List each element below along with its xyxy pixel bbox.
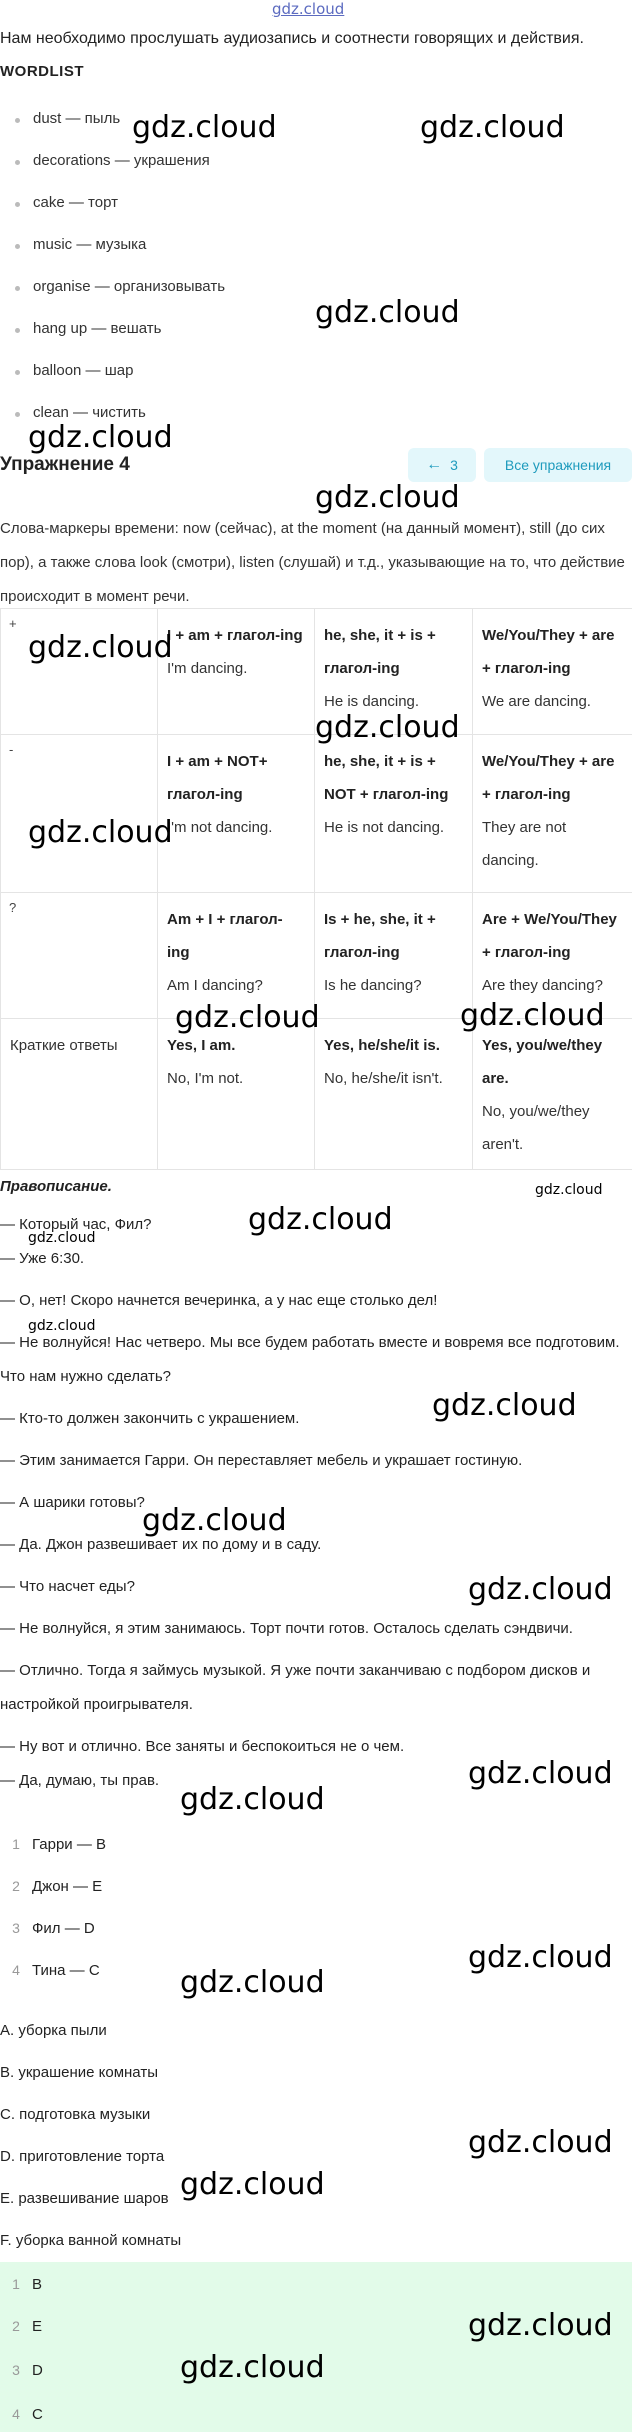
dialog-line: — Который час, Фил? xyxy=(0,1216,152,1233)
list-item xyxy=(0,1962,106,2004)
list-item xyxy=(0,1836,106,1878)
options-list xyxy=(0,2022,181,2274)
prev-exercise-button[interactable] xyxy=(408,448,476,482)
dialog-line: — Не волнуйся! Нас четверо. Мы все будем работать вместе и вовремя все подготовим. Что нам нужно сделать? xyxy=(0,1334,620,1385)
dialog-line: — Этим занимается Гарри. Он переставляет мебель и украшает гостиную. xyxy=(0,1452,523,1469)
watermark: gdz.cloud xyxy=(468,2125,613,2160)
item-number: 1 xyxy=(12,2276,20,2292)
item-number: 2 xyxy=(12,2318,20,2334)
watermark: gdz.cloud xyxy=(432,1388,577,1423)
watermark: gdz.cloud xyxy=(180,1965,325,2000)
intro-text: Нам необходимо прослушать аудиозапись и соотнести говорящих и действия. xyxy=(0,30,584,47)
watermark: gdz.cloud xyxy=(468,1940,613,1975)
wordlist xyxy=(0,108,420,444)
option-item: A. уборка пыли xyxy=(0,2022,107,2039)
dialog-transcript xyxy=(0,1208,632,1798)
watermark: gdz.cloud xyxy=(315,480,460,515)
watermark: gdz.cloud xyxy=(315,710,460,745)
answer-row xyxy=(0,2276,42,2293)
table-cell xyxy=(158,1019,315,1170)
answer-row xyxy=(0,2318,42,2335)
table-cell xyxy=(473,609,632,735)
cell-rule: We/You/They + are + глагол-ing xyxy=(482,627,615,677)
watermark: gdz.cloud xyxy=(132,110,277,145)
watermark: gdz.cloud xyxy=(420,110,565,145)
table-cell xyxy=(158,609,315,735)
all-exercises-label: Все упражнения xyxy=(504,457,612,473)
exercise-title: Упражнение 4 xyxy=(0,454,130,475)
cell-rule: I + am + NOT+ глагол-ing xyxy=(167,753,268,803)
dialog-line: — Что насчет еды? xyxy=(0,1578,135,1595)
cell-example: He is not dancing. xyxy=(324,819,445,836)
cell-example: I'm dancing. xyxy=(167,660,248,677)
list-item xyxy=(0,1878,106,1920)
watermark: gdz.cloud xyxy=(175,1000,320,1035)
list-item: clean — чистить xyxy=(0,402,420,444)
watermark: gdz.cloud xyxy=(142,1503,287,1538)
list-item: dust — пыль xyxy=(0,108,420,150)
row-label: Краткие ответы xyxy=(1,1019,158,1170)
watermark: gdz.cloud xyxy=(28,1318,96,1334)
answer-value: C xyxy=(32,2406,43,2423)
watermark: gdz.cloud xyxy=(28,1230,96,1246)
dialog-line: — Кто-то должен закончить с украшением. xyxy=(0,1410,300,1427)
dialog-line: — Уже 6:30. xyxy=(0,1250,85,1267)
cell-rule: Are + We/You/They + глагол-ing xyxy=(482,911,617,961)
item-number: 3 xyxy=(12,1920,20,1936)
dialog-line: — Да, думаю, ты прав. xyxy=(0,1772,160,1789)
list-item: cake — торт xyxy=(0,192,420,234)
list-item: organise — организовывать xyxy=(0,276,420,318)
cell-example: No, he/she/it isn't. xyxy=(324,1070,443,1087)
answer-value: E xyxy=(32,2318,43,2335)
table-cell xyxy=(473,1019,632,1170)
cell-example: They are not dancing. xyxy=(482,819,567,869)
arrow-left-icon: ← xyxy=(426,456,443,473)
dialog-line: — Да. Джон развешивает их по дому и в саду. xyxy=(0,1536,322,1553)
cell-rule: Yes, you/we/they are. xyxy=(482,1037,603,1087)
item-number: 1 xyxy=(12,1836,20,1852)
spelling-label: Правописание. xyxy=(0,1178,112,1195)
cell-example: Am I dancing? xyxy=(167,977,263,994)
table-cell xyxy=(315,1019,473,1170)
list-item: music — музыка xyxy=(0,234,420,276)
watermark: gdz.cloud xyxy=(315,295,460,330)
table-row xyxy=(1,735,632,893)
cell-example: No, I'm not. xyxy=(167,1070,244,1087)
cell-example: Is he dancing? xyxy=(324,977,422,994)
item-number: 4 xyxy=(12,2406,20,2422)
dialog-line: — О, нет! Скоро начнется вечеринка, а у нас еще столько дел! xyxy=(0,1292,438,1309)
item-number: 2 xyxy=(12,1878,20,1894)
cell-rule: We/You/They + are + глагол-ing xyxy=(482,753,615,803)
cell-rule: Am + I + глагол-ing xyxy=(167,911,283,961)
answer-row xyxy=(0,2362,43,2379)
answer-value: B xyxy=(32,2276,43,2293)
cell-example: No, you/we/they aren't. xyxy=(482,1103,590,1153)
watermark: gdz.cloud xyxy=(468,1572,613,1607)
list-item: hang up — вешать xyxy=(0,318,420,360)
time-markers-text: Слова-маркеры времени: now (сейчас), at the moment (на данный момент), still (до сих пор), а также слова look (смотри), listen (слушай) и т.д., указывающие на то, что действие происходит в момент речи. xyxy=(0,520,625,605)
list-item: decorations — украшения xyxy=(0,150,420,192)
cell-rule: he, she, it + is + NOT + глагол-ing xyxy=(324,753,449,803)
dialog-line: — А шарики готовы? xyxy=(0,1494,145,1511)
watermark: gdz.cloud xyxy=(180,1782,325,1817)
watermark: gdz.cloud xyxy=(468,1756,613,1791)
answer-value: D xyxy=(32,2362,43,2379)
wordlist-title: WORDLIST xyxy=(0,63,84,80)
watermark: gdz.cloud xyxy=(180,2167,325,2202)
table-cell xyxy=(473,735,632,893)
watermark: gdz.cloud xyxy=(28,815,173,850)
cell-example: We are dancing. xyxy=(482,693,591,710)
cell-rule: Yes, I am. xyxy=(167,1037,236,1054)
all-exercises-button[interactable] xyxy=(484,448,632,482)
list-item xyxy=(0,1920,106,1962)
site-watermark-link[interactable]: gdz.cloud xyxy=(272,0,345,18)
cell-rule: Yes, he/she/it is. xyxy=(324,1037,440,1054)
dialog-line: — Не волнуйся, я этим занимаюсь. Торт почти готов. Осталось сделать сэндвичи. xyxy=(0,1620,573,1637)
table-cell xyxy=(315,893,473,1019)
watermark: gdz.cloud xyxy=(535,1182,603,1198)
watermark: gdz.cloud xyxy=(28,630,173,665)
prev-exercise-label: 3 xyxy=(450,457,458,473)
item-number: 3 xyxy=(12,2362,20,2378)
option-item: B. украшение комнаты xyxy=(0,2064,158,2081)
option-item: F. уборка ванной комнаты xyxy=(0,2232,182,2249)
item-text: Фил — D xyxy=(32,1920,95,1937)
item-text: Джон — E xyxy=(32,1878,103,1895)
cell-rule: he, she, it + is + глагол-ing xyxy=(324,627,436,677)
table-cell xyxy=(315,735,473,893)
watermark: gdz.cloud xyxy=(248,1202,393,1237)
dialog-line: — Ну вот и отлично. Все заняты и беспокоиться не о чем. xyxy=(0,1738,405,1755)
watermark: gdz.cloud xyxy=(468,2308,613,2343)
item-number: 4 xyxy=(12,1962,20,1978)
option-item: E. развешивание шаров xyxy=(0,2190,169,2207)
dialog-line: — Отлично. Тогда я займусь музыкой. Я уже почти заканчиваю с подбором дисков и настройкой проигрывателя. xyxy=(0,1662,591,1713)
watermark: gdz.cloud xyxy=(180,2350,325,2385)
watermark: gdz.cloud xyxy=(460,998,605,1033)
option-item: D. приготовление торта xyxy=(0,2148,165,2165)
row-symbol: - xyxy=(1,735,158,893)
cell-rule: Is + he, she, it + глагол-ing xyxy=(324,911,436,961)
cell-example: He is dancing. xyxy=(324,693,420,710)
cell-rule: I + am + глагол-ing xyxy=(167,627,303,644)
table-cell xyxy=(158,735,315,893)
grammar-table xyxy=(0,608,632,1170)
row-symbol: + xyxy=(1,609,158,735)
list-item: balloon — шар xyxy=(0,360,420,402)
matching-list xyxy=(0,1836,106,2004)
watermark: gdz.cloud xyxy=(28,420,173,455)
answer-panel xyxy=(0,2262,632,2432)
row-symbol: ? xyxy=(1,893,158,1019)
table-row xyxy=(1,1019,632,1170)
cell-example: I'm not dancing. xyxy=(167,819,273,836)
item-text: Тина — C xyxy=(32,1962,100,1979)
item-text: Гарри — B xyxy=(32,1836,107,1853)
cell-example: Are they dancing? xyxy=(482,977,603,994)
answer-row xyxy=(0,2406,43,2423)
option-item: C. подготовка музыки xyxy=(0,2106,151,2123)
